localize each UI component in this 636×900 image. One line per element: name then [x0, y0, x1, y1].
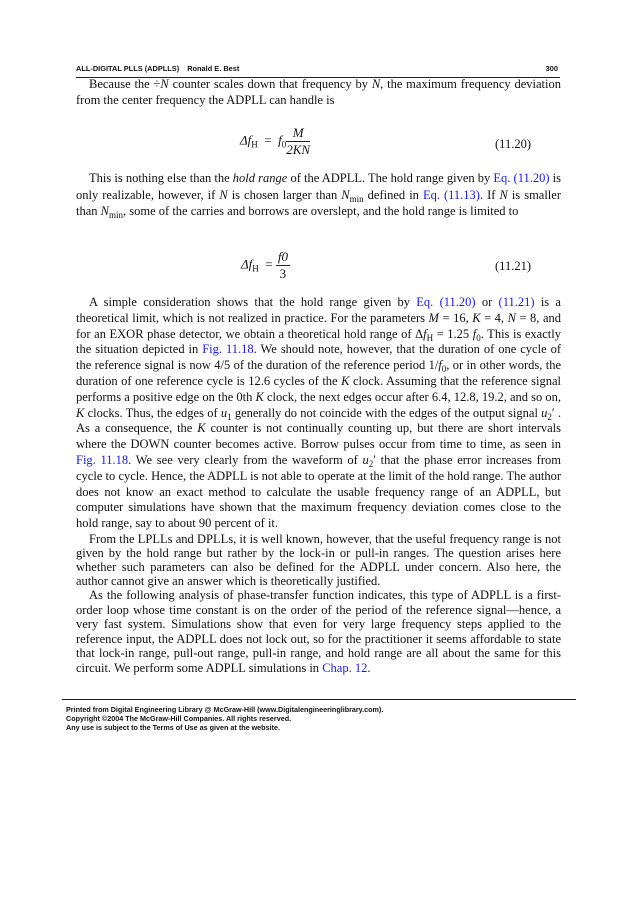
text-run: f — [472, 326, 477, 341]
eq2-fraction — [276, 249, 290, 282]
page-number: 300 — [545, 64, 558, 73]
subscript: 1 — [227, 411, 232, 422]
text-run: is a theoretical limit, which is not realized in practice. For the parameters — [76, 295, 561, 325]
paragraph-4 — [76, 532, 561, 588]
text-run: As the following analysis of phase-transfer function indicates, this type of ADPLL is a first-order loop whose time constant is on the order of the period of the reference signal—hence, a very fast system. Simulations show that even for very large frequency steps applied to the reference input, the ADPLL does not lock out, so for the practitioner it seems affordable to state that lock-in range, pull-out range, pull-in range, and hold range are all about the same for this circuit. We perform some ADPLL simulations in — [76, 588, 561, 675]
text-run: N — [219, 187, 228, 202]
text-run: u — [362, 452, 369, 467]
eq2-equals: = — [265, 256, 273, 272]
cross-reference-link[interactable]: Eq. (11.13) — [422, 187, 480, 202]
eq1-f0-sub: 0 — [281, 139, 287, 150]
text-run: From the LPLLs and DPLLs, it is well known, however, that the useful frequency range is not given by the hold range but rather by the lock-in or pull-in ranges. The question arises here whether such parameters can also be defined for the ADPLL under concern. Also here, the author cannot give an answer which is theoretically justified. — [76, 532, 561, 588]
eq2-numerator: f0 — [277, 249, 288, 264]
cross-reference-link[interactable]: Eq. (11.20) — [493, 171, 550, 185]
text-run: , or in other words, the duration of one reference cycle is 12.6 cycles of the — [76, 358, 561, 388]
eq1-label: (11.20) — [495, 137, 531, 151]
paragraph-2 — [76, 170, 561, 220]
text-run: . We see very clearly from the waveform of — [128, 452, 363, 467]
text-run: M — [428, 310, 439, 325]
text-run: N — [160, 77, 169, 91]
text-run: f — [438, 358, 442, 373]
text-run: = 16, — [438, 310, 473, 325]
text-run: clock, the next edges occur after 6.4, 12.8, 19.2, and so on, — [263, 389, 562, 404]
text-run: . If — [479, 187, 500, 202]
eq1-lhs: Δf — [240, 132, 252, 148]
text-run: K — [255, 389, 264, 404]
text-run: . — [367, 660, 371, 675]
text-run: A simple consideration shows that the hold range given by — [89, 295, 417, 309]
cross-reference-link[interactable]: (11.21) — [498, 295, 535, 309]
eq1-equals: = — [264, 132, 272, 148]
eq1-denominator: 2KN — [286, 142, 311, 157]
subscript: min — [349, 193, 364, 204]
text-run: = 8, and for an EXOR phase detector, we obtain a theoretical hold range of Δ — [76, 310, 561, 341]
text-run: , some of the carries and borrows are overslept, and the hold range is limited to — [123, 204, 519, 218]
eq1-numerator: M — [286, 125, 310, 142]
text-run: hold range — [232, 171, 288, 185]
text-run: defined in — [363, 187, 423, 202]
text-run: . This is exactly the situation depicted in — [76, 326, 561, 357]
cross-reference-link[interactable]: Fig. 11.18 — [76, 452, 129, 467]
text-run: N — [100, 204, 109, 218]
footer — [66, 705, 383, 733]
subscript: 2 — [547, 411, 552, 422]
text-run: clock. Assuming that the reference signal performs a positive edge on the 0th — [76, 373, 561, 404]
text-run: = 1.25 — [433, 326, 473, 341]
text-run: u — [220, 405, 228, 420]
text-run: u — [541, 405, 548, 420]
paragraph-1 — [76, 76, 561, 108]
paragraph-3 — [76, 295, 561, 532]
subscript: 2 — [368, 458, 374, 469]
text-run: , the maximum frequency deviation from the center frequency the ADPLL can handle is — [76, 77, 561, 107]
text-run: Because the ÷ — [89, 77, 161, 91]
eq1-lhs-sub: H — [251, 139, 258, 150]
header-author: Ronald E. Best — [187, 64, 240, 73]
footer-line-2: Copyright ©2004 The McGraw-Hill Companies. All rights reserved. — [66, 714, 292, 724]
eq1-fraction — [286, 125, 310, 158]
cross-reference-link[interactable]: Fig. 11.18 — [202, 342, 254, 357]
eq2-denominator: 3 — [279, 266, 287, 281]
header-title: ALL-DIGITAL PLLS (ADPLLS) — [76, 64, 180, 73]
text-run: is chosen larger than — [227, 187, 342, 202]
subscript: H — [426, 332, 434, 343]
running-header — [76, 64, 560, 73]
text-run: K — [76, 405, 85, 420]
text-run: is smaller than — [76, 187, 561, 218]
text-run: N — [499, 187, 508, 202]
text-run: ′ . As a consequence, the — [76, 405, 561, 436]
text-run: N — [507, 310, 516, 325]
text-run: = 4, — [480, 310, 508, 325]
text-run: K — [197, 421, 206, 436]
subscript: min — [109, 210, 124, 220]
text-run: N — [371, 77, 381, 91]
cross-reference-link[interactable]: Eq. (11.20) — [416, 295, 476, 309]
text-run: . We should note, however, that the duration of one cycle of the reference signal is now 4/5 of the duration of the reference period 1/ — [76, 342, 561, 373]
text-run: K — [341, 373, 350, 388]
text-run: is only realizable, however, if — [76, 171, 562, 202]
cross-reference-link[interactable]: Chap. 12 — [322, 660, 368, 675]
text-run: This is nothing else than the — [89, 171, 233, 185]
text-run: generally do not coincide with the edges of the output signal — [231, 405, 542, 420]
text-run: counter is not continually counting up, but there are short intervals where the DOWN counter becomes active. Borrow pulses occur from time to time, as seen in — [76, 421, 561, 452]
footer-rule — [62, 699, 576, 700]
text-run: or — [475, 295, 499, 309]
text-run: clocks. Thus, the edges of — [84, 405, 221, 420]
text-run: of the ADPLL. The hold range given by — [287, 171, 494, 185]
text-run: counter scales down that frequency by — [168, 77, 372, 91]
text-run: K — [472, 310, 481, 325]
text-run: f — [423, 326, 427, 341]
footer-line-3: Any use is subject to the Terms of Use as given at the website. — [66, 723, 280, 733]
text-run: ′ that the phase error increases from cycle to cycle. Hence, the ADPLL is not able to operate at the limit of the hold range. The author does not know an exact method to calculate the usable frequency range of an ADPLL, but computer simulations have shown that the maximum frequency deviation comes close to the hold range, say to about 90 percent of it. — [76, 452, 561, 531]
eq2-lhs-sub: H — [252, 263, 259, 274]
footer-line-1: Printed from Digital Engineering Library @ McGraw-Hill (www.Digitalengineeringlibrary.com). — [66, 705, 384, 714]
subscript: 0 — [441, 364, 447, 375]
text-run: N — [341, 187, 350, 202]
paragraph-5 — [76, 588, 561, 676]
eq2-lhs: Δf — [241, 256, 253, 272]
subscript: 0 — [476, 332, 481, 343]
eq1-f0: f — [278, 132, 282, 148]
eq2-label: (11.21) — [495, 259, 531, 273]
